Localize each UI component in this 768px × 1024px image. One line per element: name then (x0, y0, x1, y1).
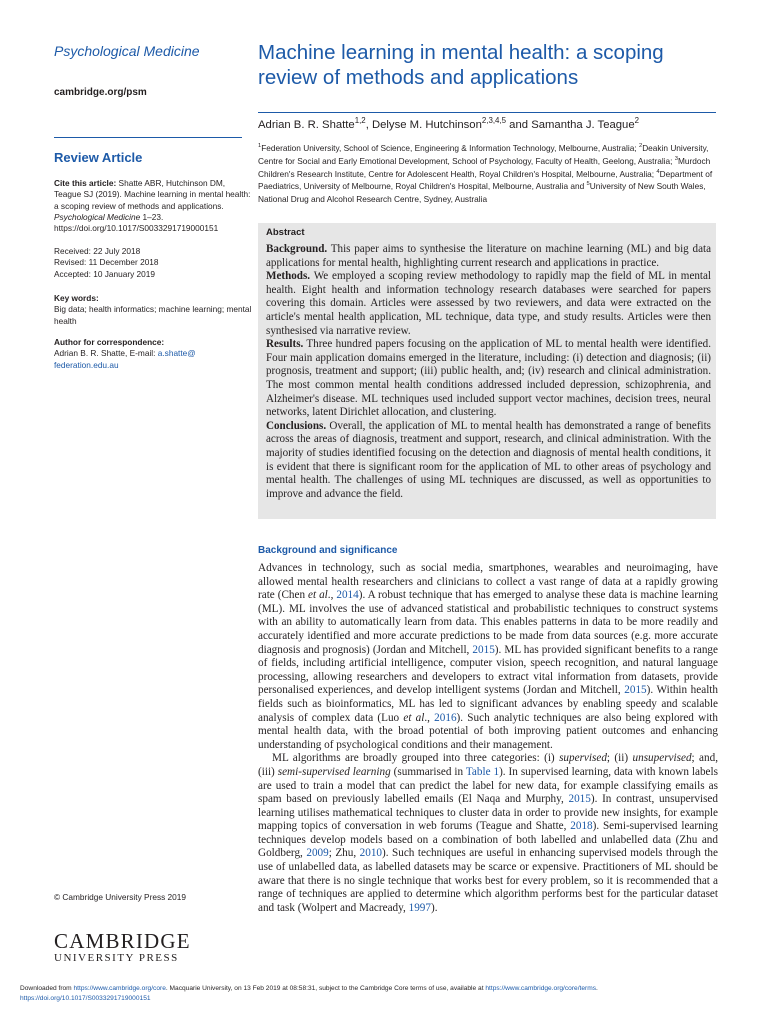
text-run: ). (430, 901, 438, 914)
abstract-conclusions: Overall, the application of ML to mental health has demonstrated a range of benefits across the areas of diagnosis, treatment and support, research, and clinical administration. With the majority of studies identified focusing on the detection and diagnosis of mental health conditions, it is evident that there is significant room for the application of ML to other areas of psychology and mental health. The challenges of using ML techniques are discussed, as well as opportunities to improve and advance the field. (266, 419, 711, 500)
affiliation: Department of Paediatrics, University of Melbourne, Royal Children's Hospital, Melbourne, Australia and (258, 168, 713, 192)
footer-text: . (596, 985, 598, 992)
affil-marker: 2 (638, 143, 643, 150)
affiliation: Federation University, School of Science, Engineering & Information Technology, Melbourne, Australia; (261, 143, 639, 153)
text-run: ). In contrast, unsupervised learning utilises mathematical techniques to cluster data in order to provide new insights, for example mapping topics of conversation in web forums (Teague and Shatte, (258, 793, 718, 833)
site-url[interactable]: cambridge.org/psm (54, 87, 147, 98)
footer-link-terms[interactable]: https://www.cambridge.org/core/terms (485, 985, 597, 992)
text-run: ). ML has provided significant benefits to a range of fields, including artificial intelligence, computer vision, speech recognition, and natural language processing, allowing researchers and developers to extract vital information from datasets, provide personalised experiences, and develop intelligent systems (Jordan and Mitchell, (258, 643, 718, 697)
citation-block (54, 178, 254, 234)
logo-sub-text: UNIVERSITY PRESS (54, 952, 179, 964)
text-run: ). Within health fields such as bioinformatics, ML has led to significant advances by enabling speedy and scalable analysis of complex data (Luo (258, 684, 719, 724)
citation-link[interactable]: 2015 (472, 643, 495, 656)
affil-marker: 3 (674, 156, 678, 163)
logo-main-text: CAMBRIDGE (54, 929, 191, 953)
cambridge-logo (54, 930, 191, 964)
author-separator: , (365, 119, 372, 131)
abstract-conclusions-label: Conclusions. (266, 419, 327, 432)
text-run: ). Semi-supervised learning techniques develop models based on a combination of both labelled and unlabelled data (Zhu and Goldberg, (258, 820, 718, 860)
affiliation: Deakin University, Centre for Social and Early Emotional Development, School of Psychology, Faculty of Health, Geelong, Australia; (258, 143, 709, 166)
abstract-results: Three hundred papers focusing on the application of ML to mental health were identified. Four main application domains emerged in the literature, including: (i) detection and diagnosis; (ii) prognosis, treatment and support; (iii) public health, and; (iv) research and clinical administration. The most common mental health conditions addressed included depression, schizophrenia, and Alzheimer's disease. ML techniques used included support vector machines, decision trees, neural networks, latent Dirichlet allocation, and clustering. (266, 338, 711, 419)
citation-journal: Psychological Medicine (54, 211, 141, 222)
citation-text: Shatte ABR, Hutchinson DM, Teague SJ (2019). Machine learning in mental health: a scoping review of methods and applications. (54, 178, 251, 211)
correspondence-text: Adrian B. R. Shatte, E-mail: (54, 348, 158, 359)
abstract-methods: We employed a scoping review methodology to rapidly map the field of ML in mental health. Eight health and information technology research databases were searched for papers covering this domain. Articles were assessed by two reviewers, and data were extracted on the article's mental health application, ML technique, data type, and study results. Articles were then synthesised via narrative review. (266, 270, 711, 337)
citation-link[interactable]: 1997 (408, 901, 431, 914)
author-separator: and (506, 119, 532, 131)
citation-link[interactable]: 2010 (359, 847, 383, 860)
citation-doi[interactable]: 1–23. https://doi.org/10.1017/S0033291719000151 (54, 211, 219, 234)
text-run-italic: supervised (559, 752, 607, 765)
text-run: ; (ii) (606, 752, 633, 765)
article-title: Machine learning in mental health: a scoping review of methods and applications (258, 41, 664, 89)
text-run: ., (327, 589, 337, 602)
paragraph-1 (258, 562, 718, 752)
text-run: ML algorithms are broadly grouped into three categories: (i) (272, 752, 560, 765)
text-run-italic: et al (308, 589, 328, 602)
citation-link[interactable]: 2015 (568, 793, 591, 806)
affiliation: Murdoch Children's Research Institute, Centre for Adolescent Health, Royal Children's Hospital, Melbourne, Australia; (258, 155, 711, 179)
keywords-block (54, 293, 254, 327)
author-3-affil: 2 (634, 116, 640, 126)
text-run: ., (424, 711, 435, 724)
abstract-methods-label: Methods. (266, 270, 311, 283)
abstract-box (258, 223, 716, 519)
text-run: (summarised in (390, 765, 466, 778)
download-footer (20, 984, 760, 1004)
affiliation: University of New South Wales, National Drug and Alcohol Research Centre, Sydney, Australia (258, 181, 706, 205)
abstract-background: This paper aims to synthesise the literature on machine learning (ML) and big data applications for mental health, highlighting current research and applications in practice. (266, 243, 711, 269)
left-divider (54, 137, 242, 138)
author-3: Samantha J. Teague (531, 119, 635, 131)
text-run: Advances in technology, such as social media, smartphones, wearables and neuroimaging, have allowed mental health researchers and clinicians to collect a vast range of data at a rapidly growing rate (Chen (258, 562, 718, 602)
journal-name[interactable]: Psychological Medicine (54, 43, 200, 59)
keywords-text: Big data; health informatics; machine learning; mental health (54, 304, 252, 326)
correspondence-label: Author for correspondence: (54, 337, 165, 347)
authors-line (258, 116, 640, 131)
abstract-text (266, 243, 711, 501)
copyright: © Cambridge University Press 2019 (54, 892, 187, 902)
footer-text: Downloaded from (20, 985, 74, 992)
footer-link-core[interactable]: https://www.cambridge.org/core (73, 985, 166, 992)
citation-link[interactable]: 2016 (434, 711, 457, 724)
abstract-results-label: Results. (266, 338, 304, 351)
correspondence-block (54, 337, 254, 371)
text-run-italic: semi-supervised learning (277, 765, 391, 778)
affil-marker: 5 (586, 181, 590, 188)
footer-text: . Macquarie University, on 13 Feb 2019 at 08:58:31, subject to the Cambridge Core terms of use, available at (165, 985, 486, 992)
author-2: Delyse M. Hutchinson (371, 119, 482, 131)
section-heading: Background and significance (258, 545, 398, 556)
author-1-affil: 1,2 (354, 116, 366, 126)
correspondence-email-link[interactable]: a.shatte@ federation.edu.au (54, 348, 196, 370)
abstract-heading: Abstract (266, 227, 305, 238)
date-accepted: Accepted: 10 January 2019 (54, 268, 156, 279)
keywords-label: Key words: (54, 293, 99, 303)
text-run-italic: et al (403, 711, 425, 724)
text-run: ; Zhu, (328, 847, 360, 860)
text-run: ). In supervised learning, data with known labels are used to train a model that can predict the label for new data, for example classifying emails as spam based on previously labelled emails (El Naqa and Murphy, (258, 765, 718, 806)
affiliations (258, 142, 720, 206)
article-type: Review Article (54, 150, 143, 165)
affil-marker: 4 (656, 168, 660, 175)
text-run: ). Such analytic techniques are also being explored with mental health data, with the broad potential of both improving patient outcomes and enhancing understanding of psychological conditions and their management. (258, 711, 718, 751)
text-run: ; and, (iii) (258, 752, 719, 778)
citation-link[interactable]: 2009 (306, 847, 329, 860)
footer-link-doi[interactable]: https://doi.org/10.1017/S0033291719000151 (20, 995, 151, 1002)
date-revised: Revised: 11 December 2018 (54, 257, 159, 268)
table-link[interactable]: Table 1 (465, 765, 500, 778)
text-run: ). A robust technique that has emerged to analyse these data is machine learning (ML). ML involves the use of advanced statistical and probabilistic techniques to construct systems with an ability to automatically learn from data. This enables patterns in data to be more readily and accurately identified and more accurate predictions to be made from data sources (e.g. more accurate diagnosis and prognosis) (Jordan and Mitchell, (258, 589, 719, 656)
citation-link[interactable]: 2015 (624, 684, 647, 697)
affil-marker: 1 (258, 143, 262, 150)
author-2-affil: 2,3,4,5 (481, 116, 507, 126)
citation-link[interactable]: 2018 (570, 820, 593, 833)
title-divider (258, 112, 716, 113)
paragraph-2 (258, 752, 718, 915)
body-text (258, 562, 718, 915)
text-run-italic: unsupervised (632, 752, 692, 765)
citation-link[interactable]: 2014 (336, 589, 359, 602)
text-run: ). Such techniques are useful in enhancing supervised models through the use of unlabelled data, as labelled datasets may be scarce or expensive. Practitioners of ML should be aware that there is no single technique that works best for every problem, so it is recommended that a range of techniques are applied to determine which algorithm performs best for the particular dataset and task (Wolpert and Macready, (258, 847, 718, 914)
author-1: Adrian B. R. Shatte (258, 119, 355, 131)
abstract-background-label: Background. (266, 243, 328, 255)
citation-label: Cite this article: (54, 178, 117, 188)
date-received: Received: 22 July 2018 (54, 246, 141, 256)
dates-block (54, 246, 159, 280)
